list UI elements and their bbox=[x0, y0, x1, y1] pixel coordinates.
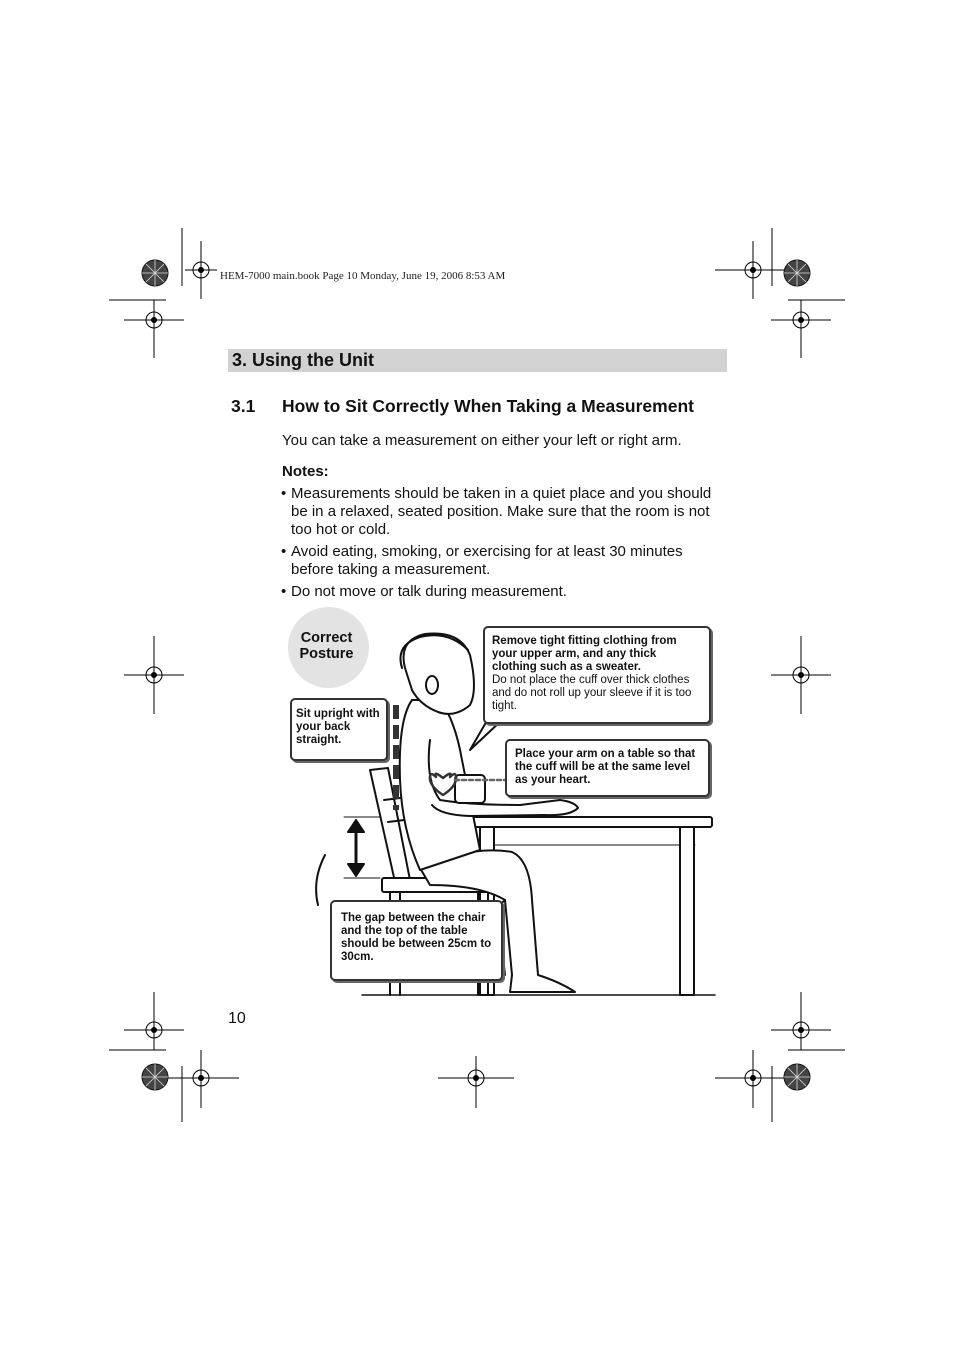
callout-clothing-bold: Remove tight fitting clothing from your upper arm, and any thick clothing such as a sweater. bbox=[492, 635, 677, 673]
callout-arm-table: Place your arm on a table so that the cuff will be at the same level as your heart. bbox=[505, 739, 710, 797]
badge-line: Posture bbox=[299, 646, 354, 662]
page-number: 10 bbox=[228, 1010, 246, 1027]
callout-clothing-normal: Do not place the cuff over thick clothes and do not roll up your sleeve if it is too tight. bbox=[492, 674, 692, 712]
correct-posture-label bbox=[288, 630, 365, 662]
subsection-number: 3.1 bbox=[231, 396, 256, 416]
note-item: • Measurements should be taken in a quiet place and you should be in a relaxed, seated position. Make sure that the room is not too hot or cold. bbox=[281, 485, 721, 539]
callout-gap: The gap between the chair and the top of the table should be between 25cm to 30cm. bbox=[330, 900, 503, 981]
notes-heading: Notes: bbox=[282, 463, 329, 480]
intro-text: You can take a measurement on either your left or right arm. bbox=[282, 432, 682, 449]
callout-clothing bbox=[483, 626, 711, 724]
section-title: 3. Using the Unit bbox=[232, 350, 375, 370]
subsection-title: How to Sit Correctly When Taking a Measurement bbox=[282, 396, 694, 416]
callout-sit-upright: Sit upright with your back straight. bbox=[290, 698, 388, 761]
print-header: HEM-7000 main.book Page 10 Monday, June 19, 2006 8:53 AM bbox=[220, 270, 506, 282]
badge-line: Correct bbox=[300, 630, 353, 646]
note-item: • Do not move or talk during measurement. bbox=[281, 583, 721, 601]
note-item: • Avoid eating, smoking, or exercising for at least 30 minutes before taking a measurement. bbox=[281, 543, 721, 579]
